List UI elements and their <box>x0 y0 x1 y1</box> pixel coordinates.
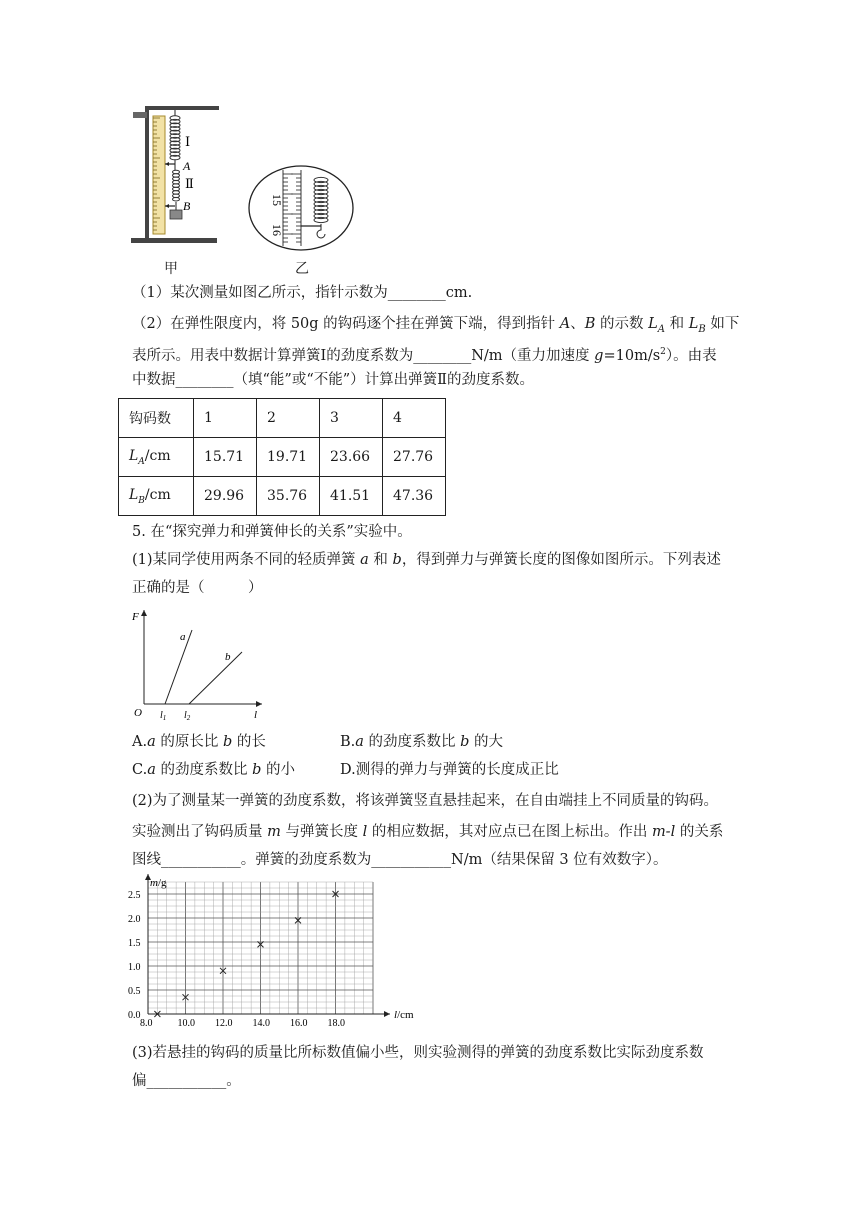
q5-part3-line1: (3)若悬挂的钩码的质量比所标数值偏小些，则实验测得的弹簧的劲度系数比实际劲度系数 <box>132 1045 704 1061</box>
table-cell: 47.36 <box>383 477 446 516</box>
y-tick-label: 0.5 <box>128 986 141 997</box>
q1-unit: cm. <box>445 285 473 301</box>
x-tick-label: 16.0 <box>290 1018 308 1029</box>
mass-length-chart <box>128 872 418 1030</box>
spring-apparatus-figure <box>125 98 355 278</box>
option-c[interactable]: C.a 的劲度系数比 b 的小 <box>132 762 295 778</box>
table-cell: 2 <box>257 399 320 438</box>
figure-label-yi: 乙 <box>295 261 309 277</box>
question-2-line-1: （2）在弹性限度内，将 50g 的钩码逐个挂在弹簧下端，得到指针 A、B 的示数 $L_A$ 和 $L_B$ 如下 <box>132 316 740 335</box>
tick-label-l1: $l_1$ <box>160 710 167 722</box>
force-length-graph <box>128 604 268 726</box>
y-tick-label: 0.0 <box>128 1010 141 1021</box>
table-cell: 27.76 <box>383 438 446 477</box>
table-row <box>119 399 446 438</box>
q5-part1-line1: (1)某同学使用两条不同的轻质弹簧 a 和 b，得到弹力与弹簧长度的图像如图所示。下列表述 <box>132 552 721 568</box>
roman-numeral-2: Ⅱ <box>185 176 194 191</box>
x-tick-label: 8.0 <box>140 1018 153 1029</box>
scale-16: 16 <box>270 224 284 236</box>
figure-label-jia: 甲 <box>164 261 178 277</box>
answer-blank: ________ <box>387 285 446 301</box>
x-tick-label: 10.0 <box>177 1018 195 1029</box>
y-tick-label: 2.0 <box>128 914 141 925</box>
table-cell: 4 <box>383 399 446 438</box>
scale-15: 15 <box>270 194 284 206</box>
answer-blank: ___________ <box>161 852 241 868</box>
answer-blank: ___________ <box>146 1073 227 1089</box>
q5-part3-line2: 偏___________。 <box>132 1073 241 1089</box>
table-cell: 钩码数 <box>119 399 194 438</box>
pointer-a-label: A <box>183 159 191 173</box>
table-row <box>119 477 446 516</box>
pointer-b-label: B <box>183 199 191 213</box>
table-cell: 29.96 <box>194 477 257 516</box>
y-axis-label: m/g <box>150 877 167 889</box>
q5-part2-line3: 图线___________。弹簧的劲度系数为___________N/m（结果保留 3 位有效数字）。 <box>132 852 668 868</box>
series-line-b <box>189 652 242 704</box>
x-tick-label: 18.0 <box>327 1018 345 1029</box>
table-row <box>119 438 446 477</box>
table-cell: 35.76 <box>257 477 320 516</box>
table-cell: 15.71 <box>194 438 257 477</box>
question-2-line-3: 中数据________（填“能”或“不能”）计算出弹簧Ⅱ的劲度系数。 <box>132 372 535 388</box>
q5-part2-line1: (2)为了测量某一弹簧的劲度系数，将该弹簧竖直悬挂起来，在自由端挂上不同质量的钩码。 <box>132 793 719 809</box>
table-cell: 19.71 <box>257 438 320 477</box>
question-2-line-2: 表所示。用表中数据计算弹簧Ⅰ的劲度系数为________N/m（重力加速度 $g=10m/s^2$）。由表 <box>132 347 717 364</box>
q5-part2-line2: 实验测出了钩码质量 m 与弹簧长度 l 的相应数据，其对应点已在图上标出。作出 m-l 的关系 <box>132 824 724 840</box>
answer-blank: ________ <box>413 347 472 364</box>
y-tick-label: 2.5 <box>128 890 141 901</box>
option-b[interactable]: B.a 的劲度系数比 b 的大 <box>340 734 504 750</box>
roman-numeral-1: Ⅰ <box>185 134 191 149</box>
question-5-title: 5. 在“探究弹力和弹簧伸长的关系”实验中。 <box>132 524 412 540</box>
y-tick-label: 1.5 <box>128 938 141 949</box>
table-cell: 23.66 <box>320 438 383 477</box>
option-d[interactable]: D.测得的弹力与弹簧的长度成正比 <box>340 762 559 778</box>
q5-part1-line2: 正确的是（ ） <box>132 580 263 596</box>
option-a[interactable]: A.a 的原长比 b 的长 <box>132 734 266 750</box>
x-tick-label: 12.0 <box>215 1018 233 1029</box>
series-label-b: b <box>225 651 231 663</box>
y-axis-label: F <box>132 611 139 623</box>
answer-blank: ___________ <box>371 852 451 868</box>
tick-label-l2: $l_2$ <box>184 710 191 722</box>
series-line-a <box>165 630 192 704</box>
x-tick-label: 14.0 <box>252 1018 270 1029</box>
table-cell: $L_A/cm$ <box>119 438 194 477</box>
x-axis-label: l/cm <box>394 1009 414 1021</box>
answer-blank: ________ <box>175 372 234 388</box>
question-1 <box>132 283 472 303</box>
table-cell: 3 <box>320 399 383 438</box>
series-label-a: a <box>180 631 186 643</box>
measurement-table <box>118 398 446 516</box>
x-axis-label: l <box>254 709 258 721</box>
table-cell: $L_B/cm$ <box>119 477 194 516</box>
origin-label: O <box>134 707 142 719</box>
y-tick-label: 1.0 <box>128 962 141 973</box>
table-cell: 1 <box>194 399 257 438</box>
q1-text: （1）某次测量如图乙所示，指针示数为 <box>132 285 388 301</box>
table-cell: 41.51 <box>320 477 383 516</box>
